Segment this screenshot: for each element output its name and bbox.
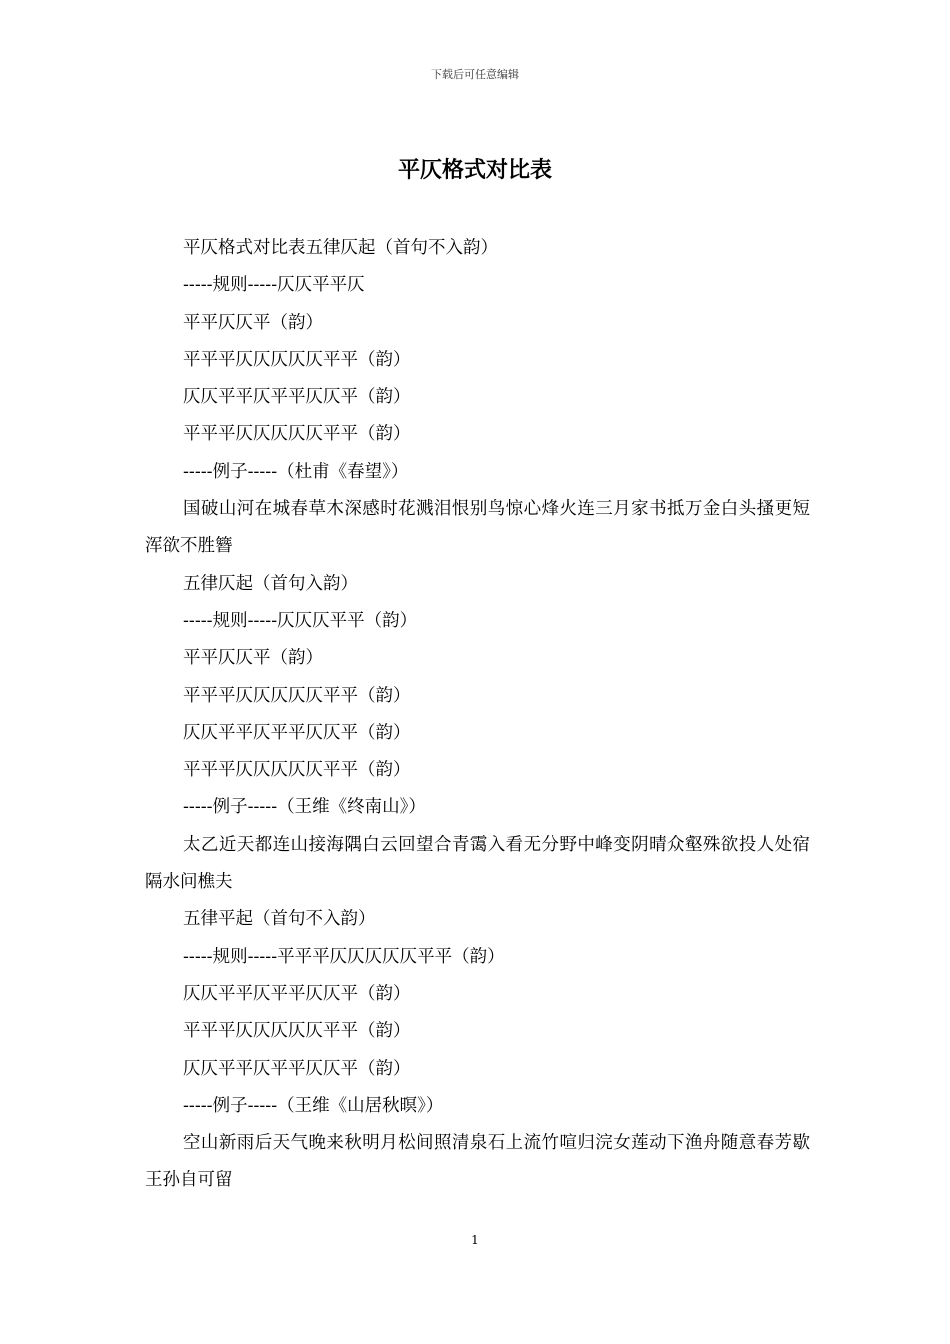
paragraph-pattern: 平平仄仄平（韵） bbox=[183, 648, 323, 669]
page-number: 1 bbox=[471, 1233, 479, 1247]
paragraph-rule: -----规则-----仄仄仄平平（韵） bbox=[183, 610, 418, 631]
paragraph-pattern: 平平平仄仄仄仄仄平平（韵） bbox=[183, 1021, 411, 1042]
page-header: 下载后可任意编辑 bbox=[431, 68, 519, 81]
paragraph-pattern: 平平仄仄平（韵） bbox=[183, 312, 323, 333]
paragraph-example-label: -----例子-----（王维《终南山》） bbox=[183, 797, 426, 818]
paragraph-pattern: 仄仄平平仄平平仄仄平（韵） bbox=[183, 983, 411, 1004]
paragraph-section-heading: 平仄格式对比表五律仄起（首句不入韵） bbox=[183, 238, 498, 258]
paragraph-pattern: 平平平仄仄仄仄仄平平（韵） bbox=[183, 760, 411, 781]
paragraph-pattern: 仄仄平平仄平平仄仄平（韵） bbox=[183, 1058, 411, 1079]
paragraph-pattern: 平平平仄仄仄仄仄平平（韵） bbox=[183, 349, 411, 370]
paragraph-rule: -----规则-----仄仄平平仄 bbox=[183, 275, 365, 296]
document-title: 平仄格式对比表 bbox=[397, 157, 552, 183]
paragraph-section-heading: 五律平起（首句不入韵） bbox=[183, 909, 376, 930]
paragraph-rule: -----规则-----平平平仄仄仄仄仄平平（韵） bbox=[183, 946, 505, 967]
paragraph-pattern: 仄仄平平仄平平仄仄平（韵） bbox=[183, 722, 411, 743]
paragraph-pattern: 平平平仄仄仄仄仄平平（韵） bbox=[183, 685, 411, 706]
paragraph-poem: 国破山河在城春草木深感时花溅泪恨别鸟惊心烽火连三月家书抵万金白头搔更短浑欲不胜簪 bbox=[145, 499, 810, 557]
paragraph-section-heading: 五律仄起（首句入韵） bbox=[183, 573, 358, 594]
paragraph-pattern: 平平平仄仄仄仄仄平平（韵） bbox=[183, 424, 411, 445]
paragraph-example-label: -----例子-----（王维《山居秋暝》） bbox=[183, 1095, 444, 1116]
paragraph-example-label: -----例子-----（杜甫《春望》） bbox=[183, 461, 409, 482]
paragraph-pattern: 仄仄平平仄平平仄仄平（韵） bbox=[183, 387, 411, 408]
paragraph-poem: 太乙近天都连山接海隅白云回望合青霭入看无分野中峰变阴晴众壑殊欲投人处宿隔水问樵夫 bbox=[145, 834, 810, 893]
document-body bbox=[145, 230, 810, 1200]
paragraph-poem: 空山新雨后天气晚来秋明月松间照清泉石上流竹喧归浣女莲动下渔舟随意春芳歇王孙自可留 bbox=[145, 1133, 810, 1191]
